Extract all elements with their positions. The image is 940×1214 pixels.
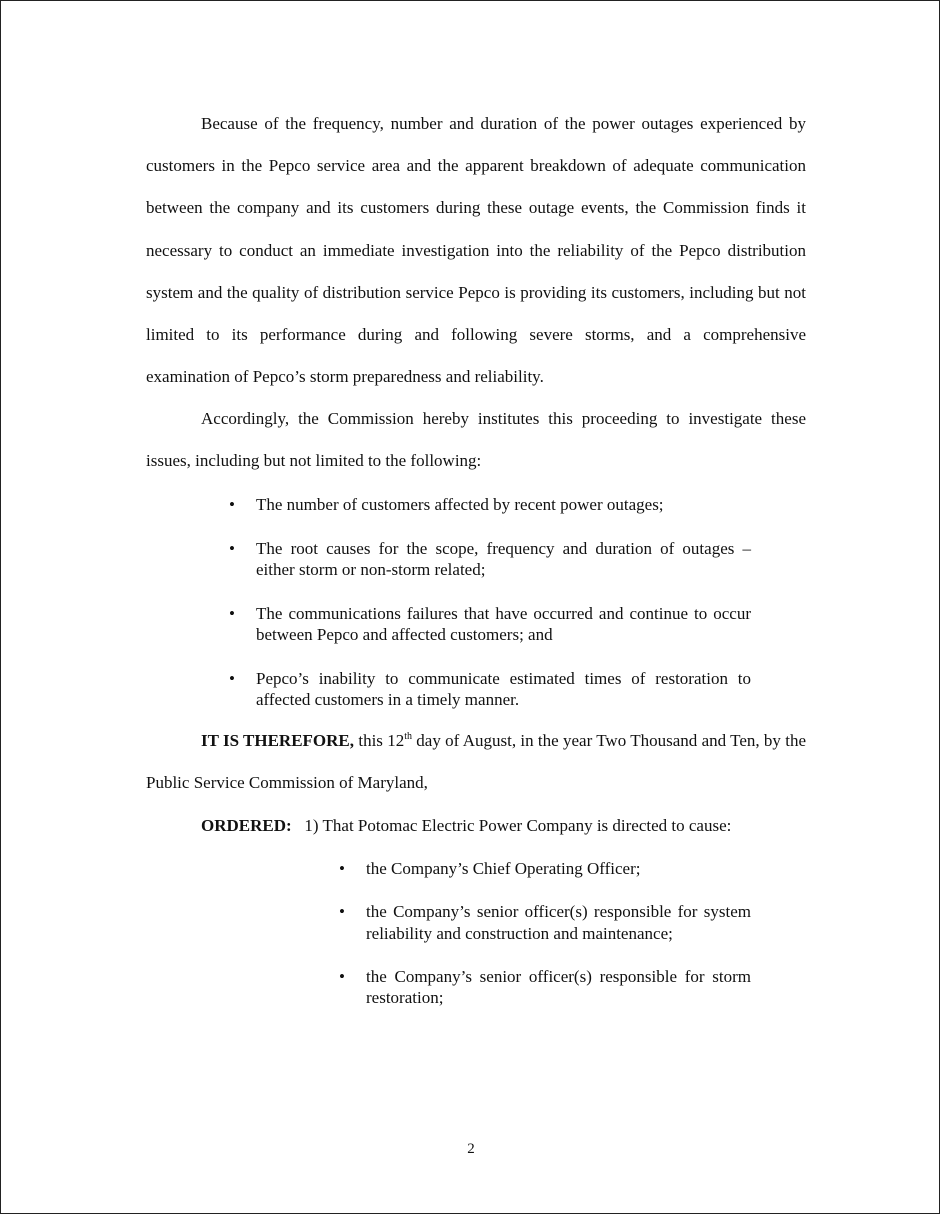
list-item — [229, 538, 751, 581]
list-item-text: the Company’s senior officer(s) responsible for storm restoration; — [366, 966, 751, 1007]
list-item — [229, 603, 751, 646]
list-item — [339, 966, 751, 1009]
page-number: 2 — [467, 1141, 475, 1157]
list-item — [339, 858, 751, 880]
list-item-text: The number of customers affected by recent power outages; — [256, 495, 664, 514]
bullet-icon: • — [339, 966, 345, 986]
date-suffix: th — [404, 731, 412, 742]
list-item — [339, 901, 751, 944]
ordered-clause — [201, 814, 731, 838]
therefore-date-pre: this 12 — [354, 731, 405, 750]
therefore-date-post: day of August, in the year Two Thousand and Ten, by the Public Service Commission of Maryland, — [146, 731, 806, 793]
list-item-text: Pepco’s inability to communicate estimated times of restoration to affected customers in a timely manner. — [256, 668, 751, 709]
bullet-icon: • — [339, 859, 345, 878]
bullet-icon: • — [229, 668, 235, 688]
list-item — [229, 494, 751, 516]
paragraph-outage-investigation: Because of the frequency, number and duration of the power outages experienced by customers in the Pepco service area and the apparent breakdown of adequate communication between the company and its customers during these outage events, the Commission finds it necessary to conduct an immediate investigation into the reliability of the Pepco distribution system and the quality of distribution service Pepco is providing its customers, including but not limited to its performance during and following severe storms, and a comprehensive examination of Pepco’s storm preparedness and reliability. — [146, 114, 806, 387]
paragraph-therefore — [146, 720, 806, 804]
ordered-label: ORDERED: — [201, 816, 292, 835]
therefore-lead: IT IS THEREFORE, — [201, 731, 355, 750]
list-item-text: the Company’s senior officer(s) responsible for system reliability and construction and maintenance; — [366, 902, 751, 943]
list-item-text: the Company’s Chief Operating Officer; — [366, 859, 641, 878]
paragraph-accordingly: Accordingly, the Commission hereby institutes this proceeding to investigate these issues, including but not limited to the following: — [146, 409, 806, 471]
bullet-icon: • — [229, 603, 235, 623]
list-item — [229, 668, 751, 711]
bullet-icon: • — [339, 902, 345, 921]
bullet-icon: • — [229, 538, 235, 558]
investigation-issues-list — [229, 494, 751, 733]
list-item-text: The root causes for the scope, frequency and duration of outages – either storm or non-storm related; — [256, 538, 751, 579]
list-item-text: The communications failures that have occurred and continue to occur between Pepco and affected customers; and — [256, 603, 751, 644]
ordered-text: 1) That Potomac Electric Power Company is directed to cause: — [304, 816, 732, 835]
officers-list — [339, 858, 751, 1030]
bullet-icon: • — [229, 495, 235, 514]
